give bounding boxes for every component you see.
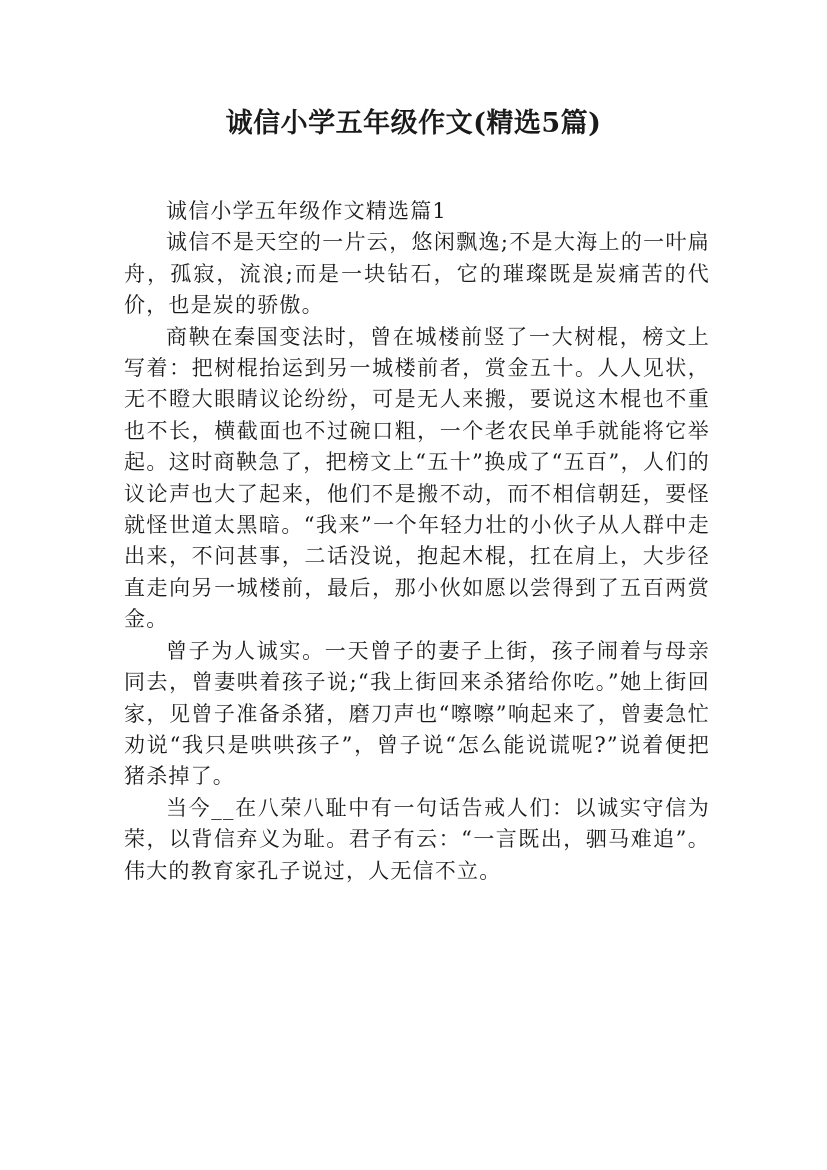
document-body	[124, 196, 710, 887]
paragraph-3: 曾子为人诚实。一天曾子的妻子上街，孩子闹着与母亲同去，曾妻哄着孩子说;“我上街回来杀猪给你吃。”她上街回家，见曾子准备杀猪，磨刀声也“嚓嚓”响起来了，曾妻急忙劝说“我只是哄哄孩子”，曾子说“怎么能说谎呢?”说着便把猪杀掉了。	[124, 638, 710, 789]
paragraph-1: 诚信不是天空的一片云，悠闲飘逸;不是大海上的一叶扁舟，孤寂，流浪;而是一块钻石，它的璀璨既是炭痛苦的代价，也是炭的骄傲。	[124, 230, 710, 318]
paragraph-2: 商鞅在秦国变法时，曾在城楼前竖了一大树棍，榜文上写着：把树棍抬运到另一城楼前者，赏金五十。人人见状，无不瞪大眼睛议论纷纷，可是无人来搬，要说这木棍也不重也不长，横截面也不过碗口粗，一个老农民单手就能将它举起。这时商鞅急了，把榜文上“五十”换成了“五百”，人们的议论声也大了起来，他们不是搬不动，而不相信朝廷，要怪就怪世道太黑暗。“我来”一个年轻力壮的小伙子从人群中走出来，不问甚事，二话没说，抱起木棍，扛在肩上，大步径直走向另一城楼前，最后，那小伙如愿以尝得到了五百两赏金。	[124, 324, 710, 632]
paragraph-4: 当今__在八荣八耻中有一句话告戒人们：以诚实守信为荣，以背信弃义为耻。君子有云：“一言既出，驷马难追”。伟大的教育家孔子说过，人无信不立。	[124, 795, 710, 883]
section-heading: 诚信小学五年级作文精选篇1	[166, 199, 447, 223]
document-title: 诚信小学五年级作文(精选5篇)	[225, 108, 602, 139]
